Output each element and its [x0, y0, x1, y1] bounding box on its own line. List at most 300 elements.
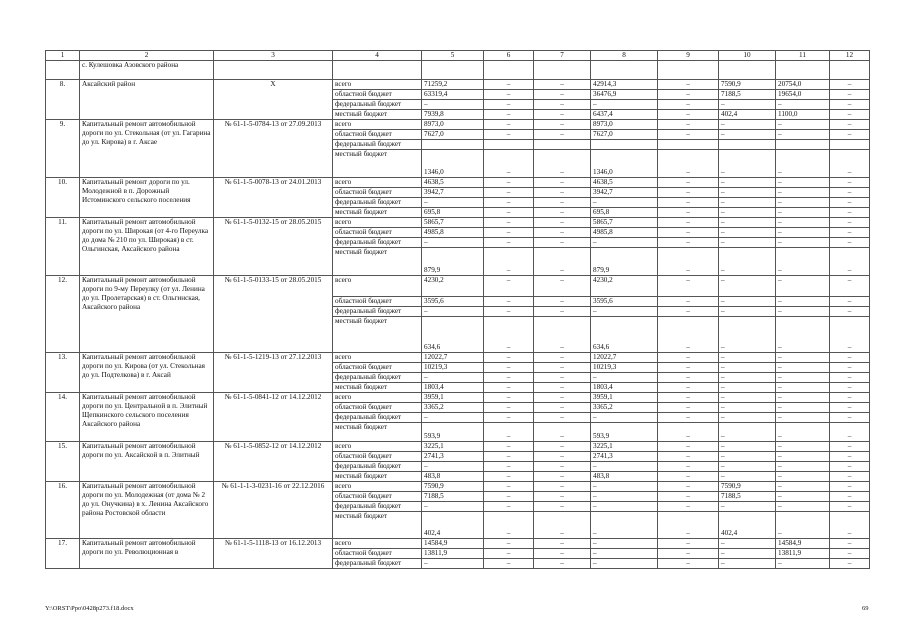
value-cell: – — [658, 442, 719, 452]
value-cell: – — [776, 383, 830, 393]
value-cell: – — [719, 502, 776, 512]
value-cell: – — [776, 502, 830, 512]
value-cell: – — [591, 482, 658, 492]
budget-type-cell: областной бюджет — [333, 297, 422, 307]
object-name-cell: Капитальный ремонт автомобильной дороги по ул. Кирова (от ул. Стекольная до ул. Подтелкова) в г. Аксай — [80, 353, 214, 393]
value-cell: – — [830, 559, 870, 569]
document-cell: № 61-1-5-0133-15 от 28.05.2015 — [214, 276, 333, 353]
value-cell: – — [830, 150, 870, 178]
value-cell: 4230,2 — [422, 276, 484, 297]
budget-type-cell: федеральный бюджет — [333, 100, 422, 110]
value-cell: – — [534, 178, 591, 188]
object-name-cell: с. Кулешовка Азовского района — [80, 61, 214, 80]
budget-type-cell: всего — [333, 276, 422, 297]
column-number: 12 — [830, 51, 870, 61]
object-name-cell: Капитальный ремонт дороги по ул. Молодежной в п. Дорожный Истоминского сельского поселения — [80, 178, 214, 218]
value-cell: 402,4 — [719, 110, 776, 120]
row-number-cell: 10. — [46, 178, 80, 218]
value-cell: – — [776, 393, 830, 403]
value-cell: – — [484, 208, 534, 218]
value-cell: – — [830, 198, 870, 208]
value-cell: – — [830, 363, 870, 373]
value-cell: – — [534, 482, 591, 492]
value-cell: 4638,5 — [591, 178, 658, 188]
value-cell: – — [719, 442, 776, 452]
value-cell: – — [776, 317, 830, 353]
value-cell: – — [484, 218, 534, 228]
budget-type-cell: федеральный бюджет — [333, 238, 422, 248]
value-cell: – — [658, 373, 719, 383]
value-cell: – — [830, 462, 870, 472]
value-cell: – — [484, 502, 534, 512]
value-cell: – — [658, 403, 719, 413]
table-row — [46, 218, 870, 228]
value-cell: – — [719, 307, 776, 317]
value-cell: – — [830, 423, 870, 442]
value-cell: 4985,8 — [591, 228, 658, 238]
value-cell: 14584,9 — [422, 539, 484, 549]
value-cell: – — [776, 150, 830, 178]
budget-type-cell: областной бюджет — [333, 130, 422, 140]
value-cell: – — [591, 549, 658, 559]
value-cell: – — [719, 276, 776, 297]
row-number-cell — [46, 61, 80, 80]
document-cell: № 61-1-5-0852-12 от 14.12.2012 — [214, 442, 333, 482]
row-number-cell: 9. — [46, 120, 80, 178]
value-cell: – — [422, 198, 484, 208]
table-row — [46, 120, 870, 130]
value-cell: 7939,8 — [422, 110, 484, 120]
value-cell: – — [719, 423, 776, 442]
value-cell: – — [776, 492, 830, 502]
value-cell: 3595,6 — [422, 297, 484, 307]
table-row — [46, 393, 870, 403]
value-cell: 3595,6 — [591, 297, 658, 307]
value-cell: 5865,7 — [422, 218, 484, 228]
value-cell: – — [534, 317, 591, 353]
value-cell: – — [422, 238, 484, 248]
value-cell: – — [484, 413, 534, 423]
value-cell: – — [658, 472, 719, 482]
value-cell: – — [534, 100, 591, 110]
budget-type-cell: федеральный бюджет — [333, 373, 422, 383]
object-name-cell: Капитальный ремонт автомобильной дороги по ул. Широкая (от 4-го Переулка до дома № 210 по ул. Широкая) в ст. Ольгинская, Аксайского района — [80, 218, 214, 276]
value-cell: – — [830, 228, 870, 238]
value-cell: – — [534, 228, 591, 238]
value-cell: – — [719, 238, 776, 248]
value-cell: – — [658, 353, 719, 363]
value-cell: – — [719, 100, 776, 110]
value-cell: – — [830, 110, 870, 120]
document-cell: № 61-1-1-3-0231-16 от 22.12.2016 — [214, 482, 333, 539]
table-row — [46, 539, 870, 549]
budget-type-cell: областной бюджет — [333, 228, 422, 238]
value-cell: – — [484, 492, 534, 502]
column-number: 2 — [80, 51, 214, 61]
value-cell: – — [719, 549, 776, 559]
row-number-cell: 17. — [46, 539, 80, 569]
page-number: 69 — [862, 605, 869, 612]
value-cell: – — [658, 100, 719, 110]
value-cell: – — [484, 482, 534, 492]
value-cell: 483,8 — [422, 472, 484, 482]
budget-type-cell: всего — [333, 442, 422, 452]
value-cell — [830, 140, 870, 150]
value-cell: – — [658, 452, 719, 462]
value-cell: – — [534, 150, 591, 178]
budget-type-cell: местный бюджет — [333, 512, 422, 539]
value-cell: – — [534, 130, 591, 140]
column-number: 6 — [484, 51, 534, 61]
value-cell: – — [830, 393, 870, 403]
value-cell: – — [534, 462, 591, 472]
budget-type-cell: местный бюджет — [333, 208, 422, 218]
value-cell: – — [830, 413, 870, 423]
value-cell: 3942,7 — [422, 188, 484, 198]
value-cell: – — [658, 512, 719, 539]
value-cell: – — [484, 452, 534, 462]
value-cell: 63319,4 — [422, 90, 484, 100]
budget-type-cell: федеральный бюджет — [333, 502, 422, 512]
budget-type-cell: федеральный бюджет — [333, 307, 422, 317]
value-cell: – — [534, 539, 591, 549]
object-name-cell: Капитальный ремонт автомобильной дороги по ул. Стекольная (от ул. Гагарина до ул. Кирова) в г. Аксае — [80, 120, 214, 178]
value-cell: 12022,7 — [591, 353, 658, 363]
value-cell: – — [776, 276, 830, 297]
value-cell: 1346,0 — [591, 150, 658, 178]
value-cell: – — [534, 559, 591, 569]
value-cell: – — [776, 100, 830, 110]
value-cell: 3365,2 — [422, 403, 484, 413]
value-cell: – — [484, 188, 534, 198]
value-cell: 71259,2 — [422, 80, 484, 90]
value-cell: – — [658, 178, 719, 188]
column-number: 8 — [591, 51, 658, 61]
value-cell: – — [534, 363, 591, 373]
value-cell: – — [534, 383, 591, 393]
value-cell: 879,9 — [591, 248, 658, 276]
value-cell: 7627,0 — [422, 130, 484, 140]
value-cell: 695,8 — [591, 208, 658, 218]
value-cell: – — [776, 482, 830, 492]
value-cell: – — [591, 413, 658, 423]
value-cell: – — [484, 442, 534, 452]
value-cell: – — [534, 248, 591, 276]
value-cell: – — [484, 383, 534, 393]
value-cell: – — [422, 462, 484, 472]
value-cell: – — [830, 120, 870, 130]
value-cell: – — [484, 462, 534, 472]
value-cell: 14584,9 — [776, 539, 830, 549]
value-cell: 593,9 — [591, 423, 658, 442]
document-cell: № 61-1-5-0132-15 от 28.05.2015 — [214, 218, 333, 276]
value-cell: – — [591, 100, 658, 110]
value-cell: 483,8 — [591, 472, 658, 482]
value-cell: – — [534, 549, 591, 559]
value-cell: – — [591, 307, 658, 317]
column-number: 5 — [422, 51, 484, 61]
value-cell — [591, 140, 658, 150]
value-cell: – — [830, 452, 870, 462]
budget-type-cell: местный бюджет — [333, 248, 422, 276]
value-cell: – — [534, 198, 591, 208]
value-cell — [776, 61, 830, 80]
value-cell: – — [658, 462, 719, 472]
budget-type-cell: областной бюджет — [333, 452, 422, 462]
document-cell: № 61-1-5-0784-13 от 27.09.2013 — [214, 120, 333, 178]
value-cell: – — [830, 472, 870, 482]
value-cell: – — [658, 188, 719, 198]
value-cell: – — [776, 413, 830, 423]
value-cell: – — [591, 492, 658, 502]
value-cell: – — [591, 559, 658, 569]
value-cell: – — [830, 317, 870, 353]
value-cell: – — [776, 228, 830, 238]
value-cell: – — [484, 110, 534, 120]
value-cell: – — [719, 120, 776, 130]
document-cell — [214, 61, 333, 80]
column-number: 7 — [534, 51, 591, 61]
value-cell: – — [534, 512, 591, 539]
budget-type-cell: областной бюджет — [333, 492, 422, 502]
value-cell: – — [830, 80, 870, 90]
value-cell — [719, 61, 776, 80]
value-cell: – — [830, 373, 870, 383]
value-cell: 7590,9 — [719, 80, 776, 90]
value-cell: – — [719, 452, 776, 462]
value-cell: 7188,5 — [422, 492, 484, 502]
value-cell: – — [534, 492, 591, 502]
table-row — [46, 353, 870, 363]
object-name-cell: Капитальный ремонт автомобильной дороги по 9-му Переулку (от ул. Ленина до ул. Пролетарская) в ст. Ольгинская, Аксайского района — [80, 276, 214, 353]
budget-type-cell: федеральный бюджет — [333, 462, 422, 472]
budget-type-cell — [333, 61, 422, 80]
value-cell: – — [658, 208, 719, 218]
value-cell: – — [484, 178, 534, 188]
budget-type-cell: областной бюджет — [333, 188, 422, 198]
value-cell: 7590,9 — [422, 482, 484, 492]
value-cell: – — [830, 442, 870, 452]
value-cell: – — [830, 178, 870, 188]
value-cell: 2741,3 — [422, 452, 484, 462]
value-cell: – — [776, 423, 830, 442]
value-cell: – — [422, 100, 484, 110]
value-cell — [422, 61, 484, 80]
value-cell: – — [776, 130, 830, 140]
value-cell: – — [719, 297, 776, 307]
value-cell: – — [534, 423, 591, 442]
value-cell: 20754,0 — [776, 80, 830, 90]
value-cell: – — [534, 393, 591, 403]
value-cell: – — [534, 307, 591, 317]
value-cell — [422, 140, 484, 150]
value-cell: – — [719, 559, 776, 569]
value-cell: – — [484, 317, 534, 353]
value-cell: – — [484, 80, 534, 90]
column-number: 1 — [46, 51, 80, 61]
footer-file-path: Y:\ORST\Ppo\0428p273.f18.docx — [45, 605, 134, 612]
value-cell: – — [776, 248, 830, 276]
value-cell: – — [658, 363, 719, 373]
value-cell: 7188,5 — [719, 492, 776, 502]
value-cell: – — [719, 472, 776, 482]
value-cell: 7188,5 — [719, 90, 776, 100]
value-cell: – — [658, 393, 719, 403]
budget-type-cell: всего — [333, 393, 422, 403]
value-cell: – — [658, 110, 719, 120]
value-cell: – — [534, 208, 591, 218]
value-cell: – — [658, 492, 719, 502]
value-cell: – — [484, 307, 534, 317]
value-cell: – — [830, 492, 870, 502]
budget-type-cell: местный бюджет — [333, 110, 422, 120]
value-cell: 634,6 — [422, 317, 484, 353]
value-cell: – — [719, 413, 776, 423]
budget-type-cell: федеральный бюджет — [333, 140, 422, 150]
value-cell: – — [658, 297, 719, 307]
object-name-cell: Капитальный ремонт автомобильной дороги по ул. Революционная в — [80, 539, 214, 569]
value-cell: – — [534, 297, 591, 307]
budget-type-cell: местный бюджет — [333, 472, 422, 482]
value-cell: – — [658, 539, 719, 549]
value-cell: – — [830, 502, 870, 512]
value-cell: 3225,1 — [591, 442, 658, 452]
value-cell: – — [830, 100, 870, 110]
value-cell: – — [422, 559, 484, 569]
value-cell: – — [591, 502, 658, 512]
value-cell: – — [484, 120, 534, 130]
value-cell — [776, 140, 830, 150]
value-cell: – — [776, 120, 830, 130]
value-cell — [719, 140, 776, 150]
value-cell: 5865,7 — [591, 218, 658, 228]
value-cell: – — [484, 423, 534, 442]
value-cell: – — [658, 276, 719, 297]
object-name-cell: Капитальный ремонт автомобильной дороги по ул. Центральной в п. Элитный Щепкинского сельского поселения Аксайского района — [80, 393, 214, 442]
value-cell: – — [658, 383, 719, 393]
value-cell: 3959,1 — [422, 393, 484, 403]
value-cell: – — [484, 373, 534, 383]
budget-type-cell: всего — [333, 353, 422, 363]
value-cell: – — [484, 238, 534, 248]
document-cell: Х — [214, 80, 333, 120]
value-cell: – — [534, 472, 591, 482]
budget-type-cell: всего — [333, 218, 422, 228]
value-cell: – — [830, 248, 870, 276]
value-cell: – — [484, 130, 534, 140]
value-cell: – — [830, 512, 870, 539]
value-cell: – — [484, 276, 534, 297]
budget-type-cell: местный бюджет — [333, 317, 422, 353]
value-cell: – — [719, 393, 776, 403]
row-number-cell: 8. — [46, 80, 80, 120]
value-cell: 2741,3 — [591, 452, 658, 462]
value-cell: – — [719, 317, 776, 353]
value-cell: – — [776, 472, 830, 482]
value-cell: – — [591, 512, 658, 539]
value-cell: – — [658, 549, 719, 559]
value-cell: – — [830, 208, 870, 218]
value-cell: – — [830, 188, 870, 198]
value-cell: 1803,4 — [591, 383, 658, 393]
value-cell: – — [658, 80, 719, 90]
value-cell: – — [719, 383, 776, 393]
value-cell: – — [591, 373, 658, 383]
value-cell: – — [776, 178, 830, 188]
value-cell: – — [658, 150, 719, 178]
value-cell: – — [719, 208, 776, 218]
value-cell: 402,4 — [719, 512, 776, 539]
value-cell: – — [719, 373, 776, 383]
budget-type-cell: областной бюджет — [333, 403, 422, 413]
value-cell: – — [719, 218, 776, 228]
column-number: 11 — [776, 51, 830, 61]
budget-table — [45, 50, 870, 569]
value-cell: – — [776, 462, 830, 472]
budget-type-cell: всего — [333, 539, 422, 549]
value-cell: – — [719, 363, 776, 373]
value-cell: – — [484, 248, 534, 276]
value-cell: – — [830, 130, 870, 140]
value-cell: 12022,7 — [422, 353, 484, 363]
value-cell: – — [534, 80, 591, 90]
budget-type-cell: областной бюджет — [333, 549, 422, 559]
value-cell: – — [830, 539, 870, 549]
value-cell: – — [658, 559, 719, 569]
value-cell: 7627,0 — [591, 130, 658, 140]
value-cell: – — [484, 539, 534, 549]
value-cell: – — [484, 559, 534, 569]
value-cell: – — [484, 512, 534, 539]
value-cell: – — [534, 452, 591, 462]
value-cell: – — [658, 502, 719, 512]
value-cell: – — [484, 393, 534, 403]
value-cell: 879,9 — [422, 248, 484, 276]
column-number: 10 — [719, 51, 776, 61]
column-number: 9 — [658, 51, 719, 61]
value-cell: – — [719, 248, 776, 276]
value-cell: 1346,0 — [422, 150, 484, 178]
budget-type-cell: областной бюджет — [333, 90, 422, 100]
table-row — [46, 482, 870, 492]
value-cell — [591, 61, 658, 80]
value-cell: 36476,9 — [591, 90, 658, 100]
value-cell: – — [658, 228, 719, 238]
value-cell: – — [658, 218, 719, 228]
value-cell: – — [776, 198, 830, 208]
value-cell: 593,9 — [422, 423, 484, 442]
value-cell: 19654,0 — [776, 90, 830, 100]
value-cell: – — [534, 188, 591, 198]
value-cell: 13811,9 — [422, 549, 484, 559]
value-cell: – — [658, 317, 719, 353]
value-cell: – — [719, 403, 776, 413]
value-cell: – — [534, 403, 591, 413]
row-number-cell: 16. — [46, 482, 80, 539]
value-cell: – — [534, 353, 591, 363]
row-number-cell: 11. — [46, 218, 80, 276]
value-cell — [534, 61, 591, 80]
budget-type-cell: областной бюджет — [333, 363, 422, 373]
value-cell: 42914,3 — [591, 80, 658, 90]
row-number-cell: 15. — [46, 442, 80, 482]
value-cell: – — [658, 248, 719, 276]
value-cell: – — [830, 90, 870, 100]
value-cell: – — [776, 307, 830, 317]
budget-type-cell: федеральный бюджет — [333, 198, 422, 208]
value-cell: 7590,9 — [719, 482, 776, 492]
value-cell: – — [484, 297, 534, 307]
